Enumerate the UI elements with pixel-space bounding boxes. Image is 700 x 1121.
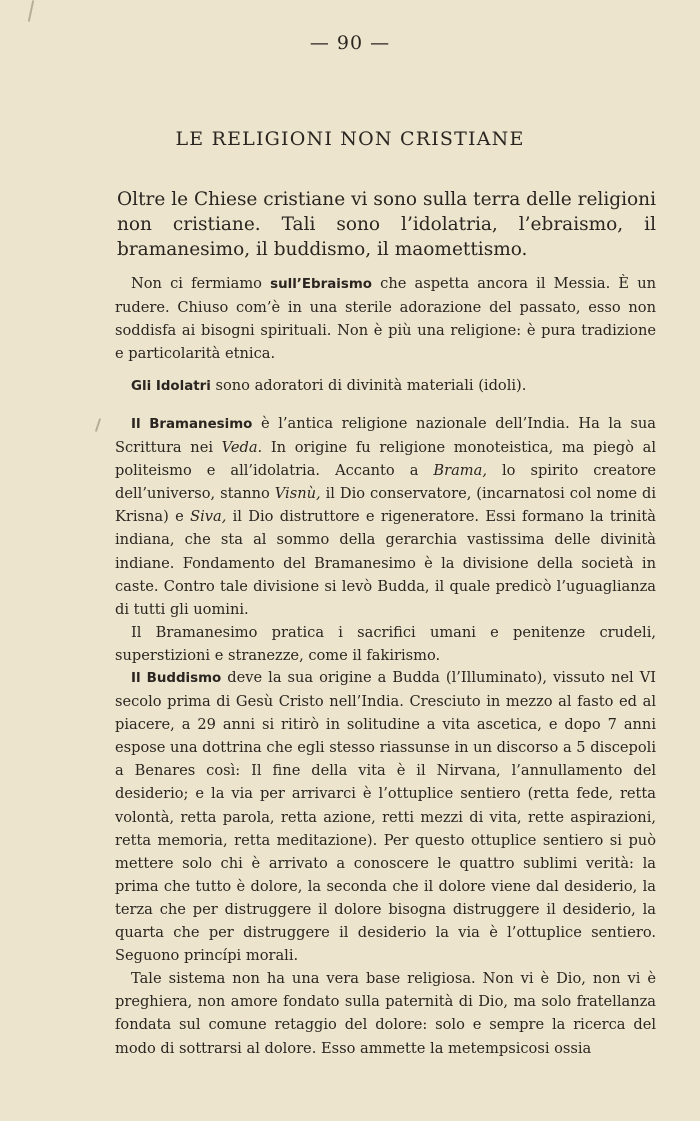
text-run: Non ci fermiamo bbox=[131, 275, 271, 292]
text-run: lo spirito creatore dell’universo, stanno bbox=[115, 462, 656, 503]
term-idolatri: Gli Idolatri bbox=[131, 379, 211, 394]
bramanesimo-section bbox=[115, 412, 656, 667]
text-run: il Dio conservatore, (incarnatosi col nome di Krisna) e bbox=[115, 485, 657, 526]
paragraph bbox=[115, 374, 656, 398]
text-run: In origine fu religione monoteistica, ma piegò al politeismo e all’idolatria. Accanto a bbox=[115, 439, 656, 480]
text-run: sono adoratori di divinità materiali (idoli). bbox=[210, 377, 527, 394]
text-run: il Dio distruttore e rigeneratore. Essi formano la trinità indiana, che sta al sommo della gerarchia vastissima delle divinità indiane. Fondamento del Bramanesimo è la divisione della società in caste. Contro tale divisione si levò Budda, il quale predicò l’uguaglianza di tutti gli uomini. bbox=[115, 508, 656, 618]
pencil-mark bbox=[95, 418, 101, 432]
paragraph: Il Bramanesimo pratica i sacrifici umani e penitenze crudeli, superstizioni e stranezze, come il fakirismo. bbox=[115, 623, 656, 664]
term-ebraismo: sull’Ebraismo bbox=[270, 277, 372, 292]
page-number: — 90 — bbox=[309, 32, 391, 54]
ebraismo-section bbox=[115, 272, 656, 365]
text-run: che aspetta ancora il Messia. È un rudere. Chiuso com’è in una sterile adorazione del passato, esso non soddisfa ai bisogni spirituali. Non è più una religione: è pura tradizione e particolarità etnica. bbox=[115, 275, 656, 363]
text-run: è l’antica religione nazionale dell’India. Ha la sua Scrittura nei bbox=[115, 415, 656, 457]
paragraph bbox=[115, 272, 656, 365]
term-buddismo: Il Buddismo bbox=[131, 671, 222, 686]
paragraph bbox=[115, 412, 656, 621]
paragraph bbox=[115, 666, 656, 967]
italic-visnu: Visnù, bbox=[274, 485, 321, 503]
italic-brama: Brama, bbox=[433, 462, 487, 480]
intro-paragraph: Oltre le Chiese cristiane vi sono sulla terra delle religioni non cristiane. Tali sono l’idolatria, l’ebraismo, il bramanesimo, il buddismo, il maomettismo. bbox=[117, 189, 656, 260]
paragraph: Tale sistema non ha una vera base religiosa. Non vi è Dio, non vi è preghiera, non amore fondato sulla paternità di Dio, ma solo fratellanza fondata sul comune retaggio del dolore: solo e sempre la ricerca del modo di sottrarsi al dolore. Esso ammette la metempsicosi ossia bbox=[115, 970, 656, 1057]
chapter-title: LE RELIGIONI NON CRISTIANE bbox=[175, 128, 525, 150]
text-run: deve la sua origine a Budda (l’Illuminato), vissuto nel VI secolo prima di Gesù Cristo nell’India. Cresciuto in mezzo al fasto ed al piacere, a 29 anni si ritirò in solitudine a vita ascetica, e dopo 7 anni espose una dottrina che egli stesso riassunse in un discorso a 5 discepoli a Benares così: Il fine della vita è il Nirvana, l’annullamento del desiderio; e la via per arrivarci è l’ottuplice sentiero (retta fede, retta volontà, retta parola, retta azione, retti mezzi di vita, rette aspirazioni, retta memoria, retta meditazione). Per questo ottuplice sentiero si può mettere solo chi è arrivato a conoscere le quattro sublimi verità: la prima che tutto è dolore, la seconda che il dolore viene dal desiderio, la terza che per distruggere il dolore bisogna distruggere il desiderio, la quarta che per distruggere il desiderio la via è l’ottuplice sentiero. Seguono princípi morali. bbox=[115, 669, 657, 965]
buddismo-section bbox=[115, 666, 656, 1060]
italic-veda: Veda. bbox=[221, 439, 263, 457]
pencil-mark bbox=[28, 0, 34, 22]
italic-siva: Siva, bbox=[190, 508, 227, 526]
term-bramanesimo: Il Bramanesimo bbox=[131, 417, 253, 432]
idolatri-section bbox=[115, 374, 656, 398]
